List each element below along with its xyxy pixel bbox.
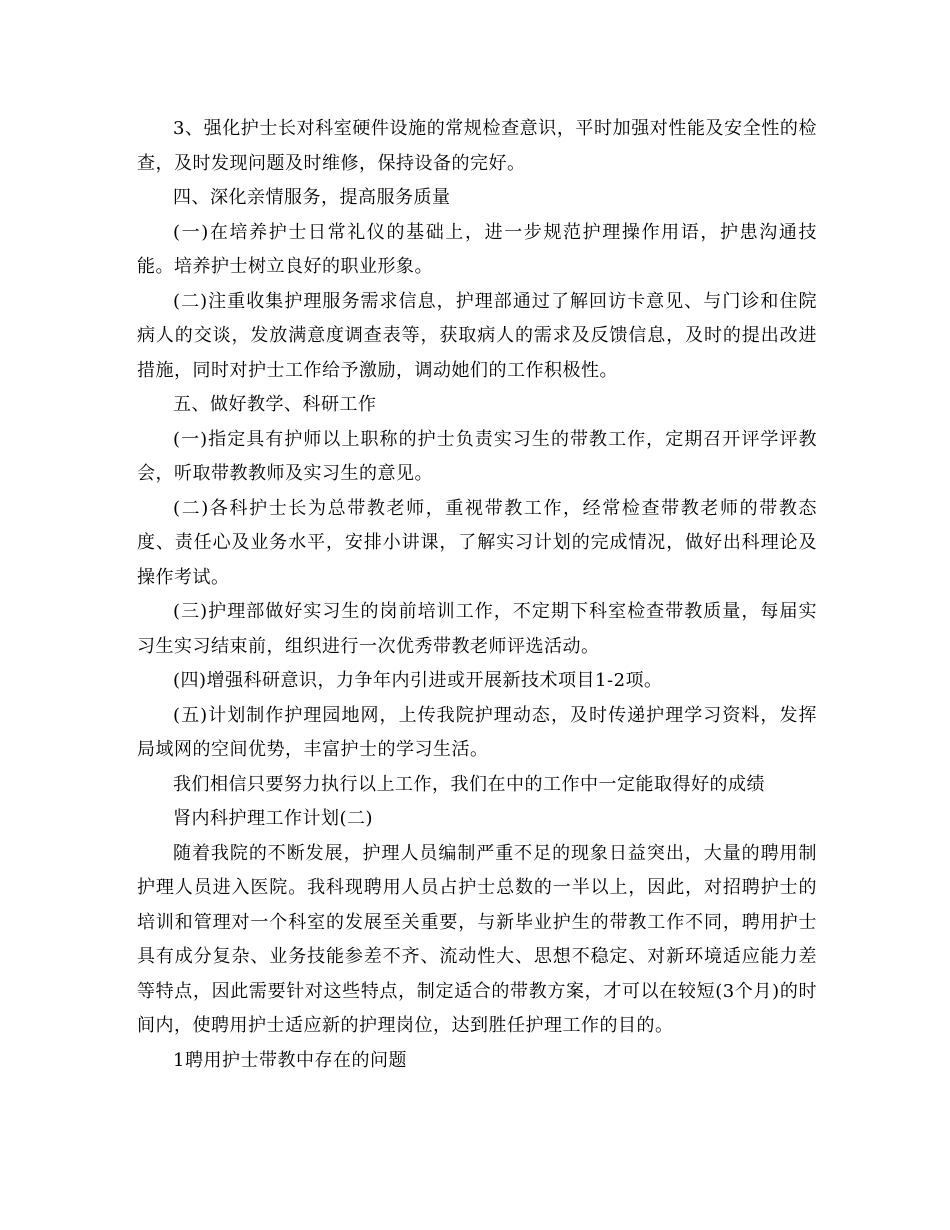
document-subtitle: 肾内科护理工作计划(二) xyxy=(173,808,374,829)
paragraph-head-nurses: (二)各科护士长为总带教老师，重视带教工作，经常检查带教老师的带教态度、责任心及业务水平，安排小讲课，了解实习计划的完成情况，做好出科理论及操作考试。 xyxy=(137,497,817,588)
paragraph-etiquette: (一)在培养护士日常礼仪的基础上，进一步规范护理操作用语，护患沟通技能。培养护士树立良好的职业形象。 xyxy=(137,221,817,277)
paragraph-pre-job-training: (三)护理部做好实习生的岗前培训工作，不定期下科室检查带教质量，每届实习生实习结束前，组织进行一次优秀带教老师评选活动。 xyxy=(137,601,817,657)
paragraph-feedback: (二)注重收集护理服务需求信息，护理部通过了解回访卡意见、与门诊和住院病人的交谈，发放满意度调查表等，获取病人的需求及反馈信息，及时的提出改进措施，同时对护士工作给予激励，调动她们的工作积极性。 xyxy=(137,290,817,381)
section-heading-service: 四、深化亲情服务，提高服务质量 xyxy=(173,187,451,208)
paragraph-designated-nurses: (一)指定具有护师以上职称的护士负责实习生的带教工作，定期召开评学评教会，听取带教教师及实习生的意见。 xyxy=(137,428,817,484)
section-heading-problems: 1聘用护士带教中存在的问题 xyxy=(173,1049,407,1071)
paragraph-conclusion: 我们相信只要努力执行以上工作，我们在中的工作中一定能取得好的成绩 xyxy=(173,773,765,795)
paragraph-research: (四)增强科研意识，力争年内引进或开展新技术项目1-2项。 xyxy=(173,670,663,691)
paragraph-hiring-background: 随着我院的不断发展，护理人员编制严重不足的现象日益突出，大量的聘用制护理人员进入医院。我科现聘用人员占护士总数的一半以上，因此，对招聘护士的培训和管理对一个科室的发展至关重要，与新毕业护生的带教工作不同，聘用护士具有成分复杂、业务技能参差不齐、流动性大、思想不稳定、对新环境适应能力差等特点，因此需要针对这些特点，制定适合的带教方案，才可以在较短(3个月)的时间内，使聘用护士适应新的护理岗位，达到胜任护理工作的目的。 xyxy=(137,842,817,1036)
paragraph-hardware-check: 3、强化护士长对科室硬件设施的常规检查意识，平时加强对性能及安全性的检查，及时发现问题及时维修，保持设备的完好。 xyxy=(137,118,817,174)
section-heading-teaching: 五、做好教学、科研工作 xyxy=(173,394,377,415)
paragraph-intranet: (五)计划制作护理园地网，上传我院护理动态，及时传递护理学习资料，发挥局域网的空间优势，丰富护士的学习生活。 xyxy=(137,704,817,760)
document-body xyxy=(137,112,817,1078)
